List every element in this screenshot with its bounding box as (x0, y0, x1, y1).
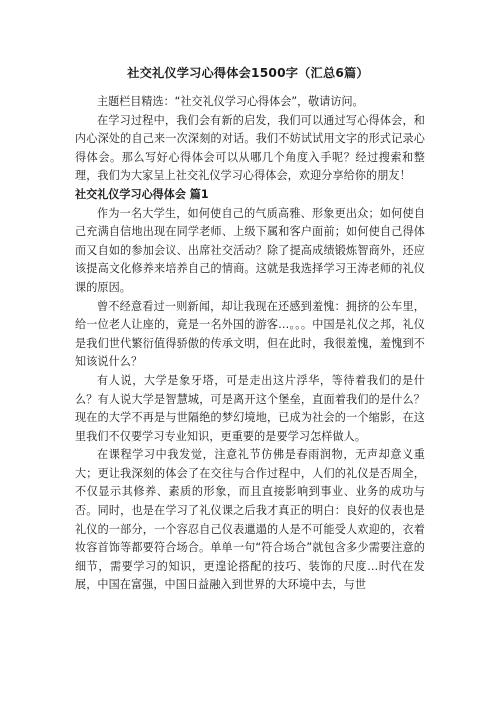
document-title: 社交礼仪学习心得体会1500字（汇总6篇） (127, 66, 369, 80)
body-paragraph: 有人说，大学是象牙塔，可是走出这片浮华，等待着我们的是什么？有人说大学是智慧城，可是离开这个堡垒，直面着我们的是什么？现在的大学不再是与世隔绝的梦幻境地，已成为社会的一个缩影，在这里我们不仅要学习专业知识，更重要的是要学习怎样做人。 (75, 373, 425, 443)
document-body (75, 93, 425, 595)
body-paragraph: 曾不经意看过一则新闻，却让我现在还感到羞愧：拥挤的公车里，给一位老人让座的，竟是一名外国的游客…。。。中国是礼仪之邦，礼仪是我们世代繁衍值得骄傲的传承文明，但在此时，我很羞愧，羞愧到不知该说什么？ (75, 299, 425, 369)
body-paragraph: 在课程学习中我发觉，注意礼节仿佛是春雨润物，无声却意义重大；更让我深刻的体会了在交往与合作过程中，人们的礼仪是否周全，不仅显示其修养、素质的形象，而且直接影响到事业、业务的成功与否。同时，也是在学习了礼仪课之后我才真正的明白：良好的仪表也是礼仪的一部分，一个容忍自己仪表邋遢的人是不可能受人欢迎的，衣着妆容首饰等都要符合场合。单单一句“符合场合”就包含多少需要注意的细节，需要学习的知识，更遑论搭配的技巧、装饰的尺度…时代在发展，中国在富强，中国日益融入到世界的大环境中去，与世 (75, 448, 425, 592)
intro-keywords: 主题栏目精选：“社交礼仪学习心得体会”，敬请访问。 (97, 95, 364, 108)
body-paragraph: 作为一名大学生，如何使自己的气质高雅、形象更出众；如何使自己充满自信地出现在同学老师、上级下属和客户面前；如何使自己得体而又自如的参加会议、出席社交活动？除了提高成绩锻炼智商外，还应该提高文化修养来培养自己的情商。这就是我选择学习王涛老师的礼仪课的原因。 (75, 206, 425, 294)
section-heading: 社交礼仪学习心得体会 篇1 (75, 187, 209, 201)
intro-paragraph: 在学习过程中，我们会有新的启发，我们可以通过写心得体会，和内心深处的自己来一次深刻的对话。我们不妨试试用文字的形式记录心得体会。那么写好心得体会可以从哪几个角度入手呢？经过搜索和整理，我们为大家呈上社交礼仪学习心得体会，欢迎分享给你的朋友！ (75, 113, 425, 183)
